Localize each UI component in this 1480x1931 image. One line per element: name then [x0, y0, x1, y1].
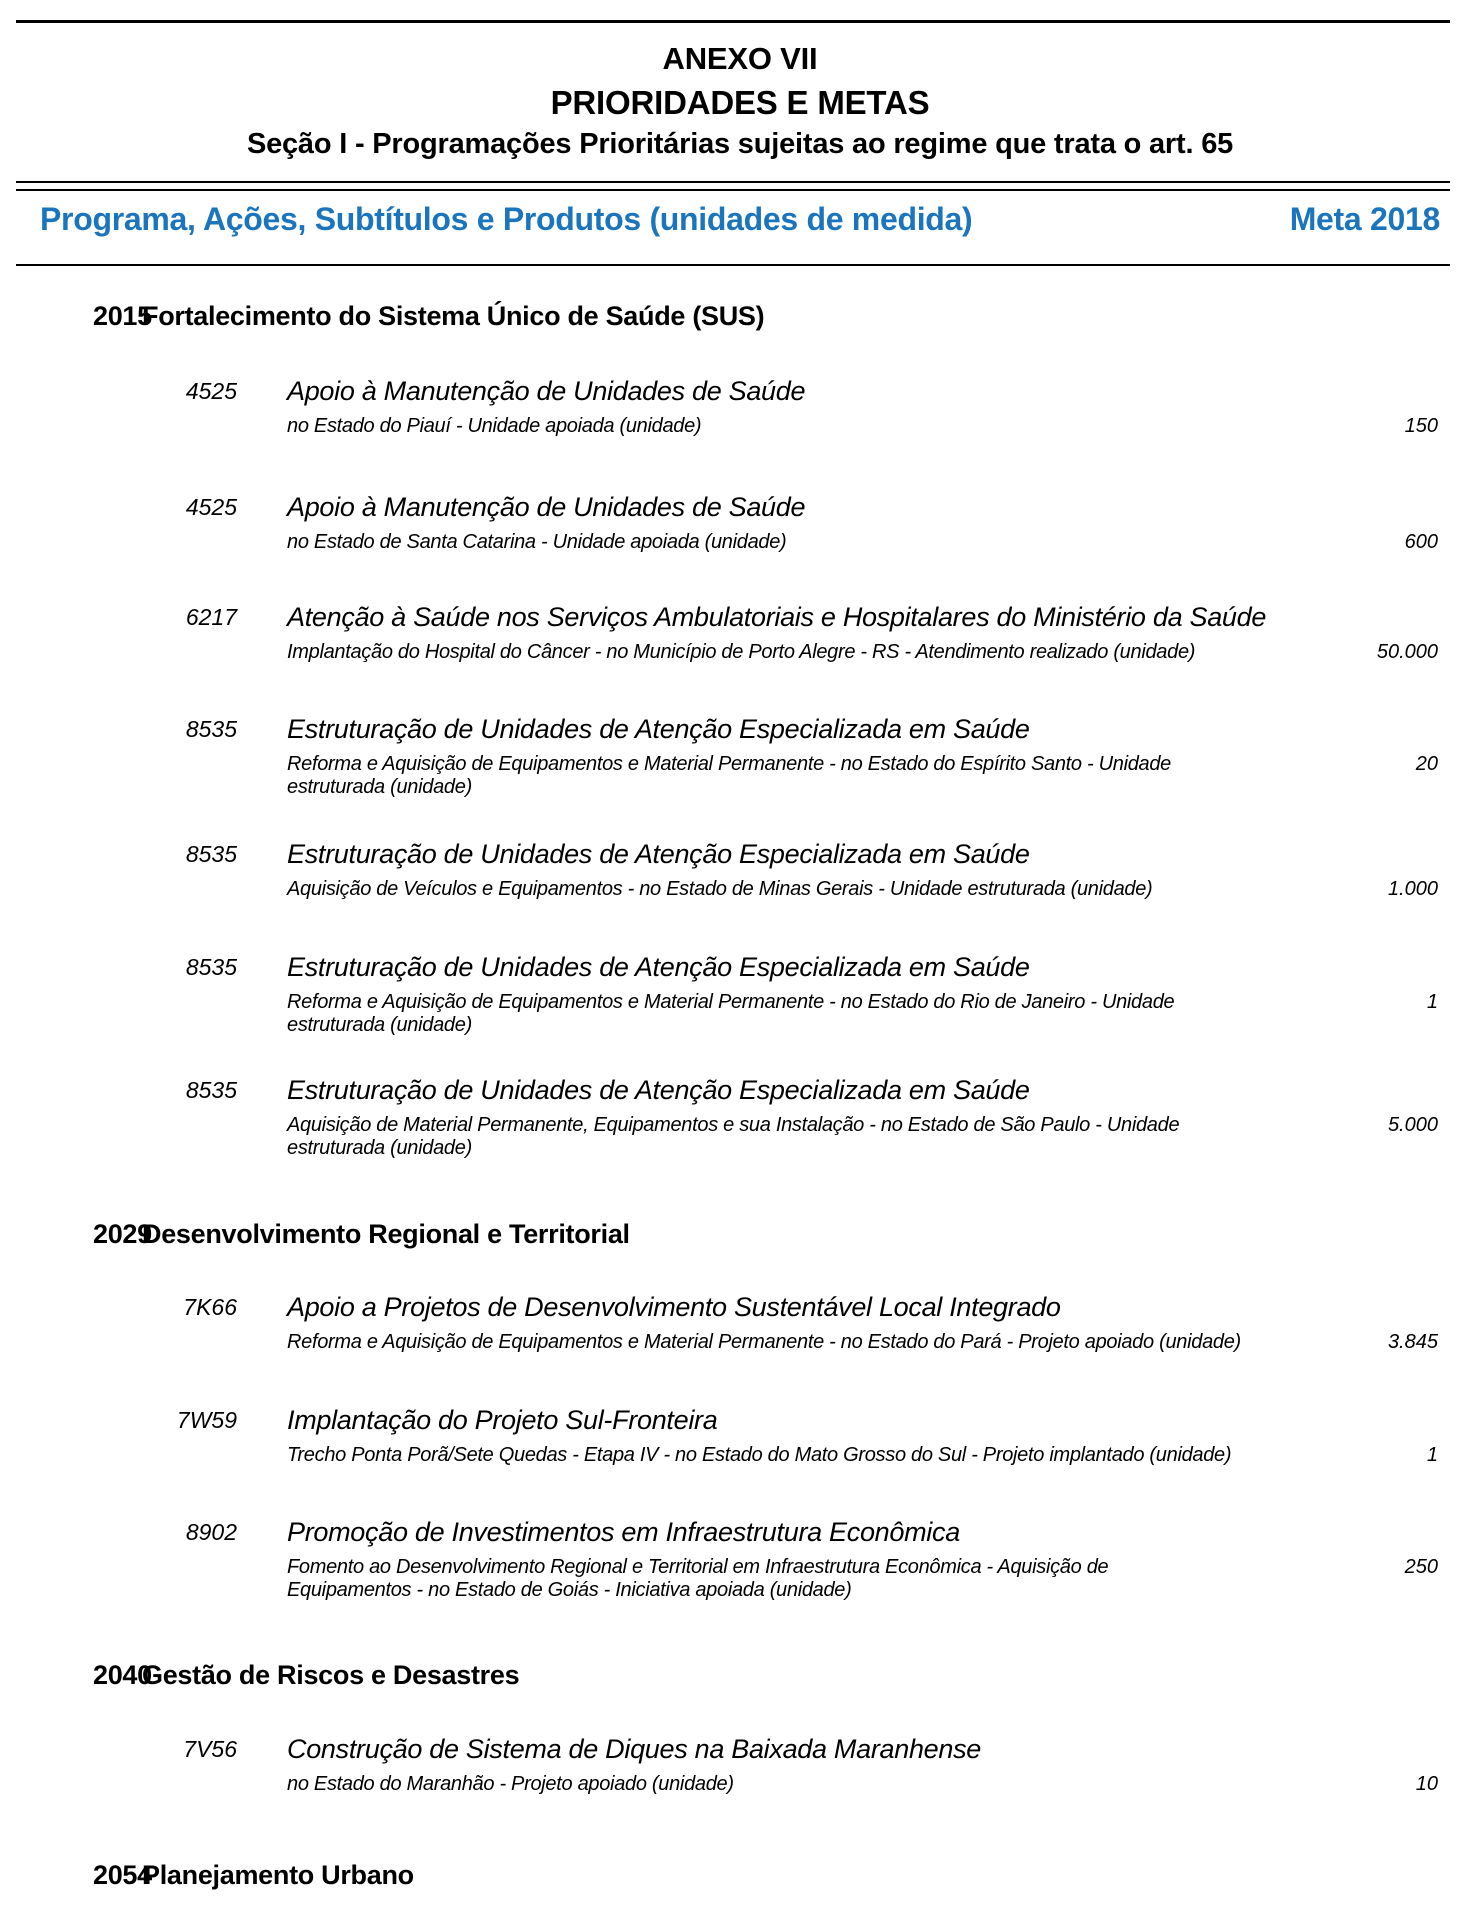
action-subtitle-line: estruturada (unidade)	[287, 1014, 472, 1036]
action-subtitle-line: Reforma e Aquisição de Equipamentos e Material Permanente - no Estado do Espírito Santo - Unidade	[287, 753, 1172, 775]
double-rule-top	[16, 181, 1450, 183]
page-title: ANEXO VII	[662, 41, 818, 76]
action-title: Apoio à Manutenção de Unidades de Saúde	[287, 376, 806, 406]
action-title: Estruturação de Unidades de Atenção Especializada em Saúde	[287, 952, 1030, 982]
action-row	[0, 1517, 1480, 1602]
action-row	[0, 602, 1480, 664]
action-subtitle-line: estruturada (unidade)	[287, 1137, 472, 1159]
action-row	[0, 1292, 1480, 1354]
action-subtitle	[287, 991, 1328, 1037]
action-code: 7V56	[183, 1736, 237, 1762]
action-title: Promoção de Investimentos em Infraestrutura Econômica	[287, 1517, 960, 1547]
action-title: Estruturação de Unidades de Atenção Especializada em Saúde	[287, 1075, 1030, 1105]
action-code: 8535	[185, 841, 237, 867]
action-code: 8535	[185, 716, 237, 742]
action-subtitle-line: estruturada (unidade)	[287, 776, 472, 798]
action-title: Estruturação de Unidades de Atenção Especializada em Saúde	[287, 839, 1030, 869]
action-subtitle	[287, 1114, 1328, 1160]
program-name: Desenvolvimento Regional e Territorial	[142, 1219, 630, 1249]
action-subtitle	[287, 878, 1328, 901]
action-row	[0, 1075, 1480, 1160]
program-code: 2054	[93, 1860, 152, 1890]
action-subtitle-line: Implantação do Hospital do Câncer - no Município de Porto Alegre - RS - Atendimento realizado (unidade)	[287, 641, 1196, 663]
action-subtitle-line: no Estado de Santa Catarina - Unidade apoiada (unidade)	[287, 531, 787, 553]
program-code: 2029	[93, 1219, 152, 1249]
column-header-meta: Meta 2018	[1289, 201, 1440, 237]
action-subtitle	[287, 641, 1328, 664]
action-subtitle-line: Fomento ao Desenvolvimento Regional e Territorial em Infraestrutura Econômica - Aquisição de	[287, 1556, 1109, 1578]
action-meta: 5.000	[1387, 1114, 1438, 1136]
action-subtitle-line: no Estado do Maranhão - Projeto apoiado (unidade)	[287, 1773, 734, 1795]
action-code: 8535	[185, 954, 237, 980]
program-row	[0, 301, 1480, 331]
action-title: Apoio à Manutenção de Unidades de Saúde	[287, 492, 806, 522]
action-subtitle-line: Reforma e Aquisição de Equipamentos e Material Permanente - no Estado do Pará - Projeto apoiado (unidade)	[287, 1331, 1241, 1353]
program-row	[0, 1219, 1480, 1249]
program-row	[0, 1660, 1480, 1690]
action-meta: 20	[1415, 753, 1438, 775]
double-rule-bottom	[16, 189, 1450, 191]
action-row	[0, 1405, 1480, 1467]
action-subtitle	[287, 531, 1328, 554]
action-row	[0, 376, 1480, 438]
action-meta: 250	[1404, 1556, 1438, 1578]
program-row	[0, 1860, 1480, 1890]
action-subtitle-line: no Estado do Piauí - Unidade apoiada (unidade)	[287, 415, 702, 437]
action-code: 6217	[185, 604, 237, 630]
action-code: 7K66	[183, 1294, 237, 1320]
table-header	[0, 201, 1480, 241]
action-row	[0, 1734, 1480, 1796]
action-meta: 10	[1415, 1773, 1438, 1795]
action-row	[0, 952, 1480, 1037]
action-code: 4525	[185, 494, 237, 520]
program-name: Fortalecimento do Sistema Único de Saúde (SUS)	[142, 301, 765, 331]
action-meta: 600	[1404, 531, 1438, 553]
action-subtitle-line: Aquisição de Veículos e Equipamentos - no Estado de Minas Gerais - Unidade estruturada (unidade)	[287, 878, 1153, 900]
action-title: Atenção à Saúde nos Serviços Ambulatoriais e Hospitalares do Ministério da Saúde	[287, 602, 1267, 632]
action-row	[0, 839, 1480, 901]
action-subtitle-line: Trecho Ponta Porã/Sete Quedas - Etapa IV - no Estado do Mato Grosso do Sul - Projeto implantado (unidade)	[287, 1444, 1232, 1466]
column-header-programs: Programa, Ações, Subtítulos e Produtos (unidades de medida)	[40, 201, 973, 237]
page-subtitle: PRIORIDADES E METAS	[550, 84, 930, 121]
header-rule	[16, 264, 1450, 266]
action-meta: 50.000	[1376, 641, 1438, 663]
action-code: 4525	[185, 378, 237, 404]
action-subtitle	[287, 753, 1328, 799]
action-subtitle	[287, 1331, 1328, 1354]
action-meta: 1	[1426, 1444, 1438, 1466]
action-title: Apoio a Projetos de Desenvolvimento Sustentável Local Integrado	[287, 1292, 1061, 1322]
action-subtitle	[287, 1773, 1328, 1796]
program-code: 2015	[93, 301, 152, 331]
action-subtitle-line: Aquisição de Material Permanente, Equipamentos e sua Instalação - no Estado de São Paulo - Unidade	[287, 1114, 1180, 1136]
action-title: Construção de Sistema de Diques na Baixada Maranhense	[287, 1734, 982, 1764]
action-code: 8535	[185, 1077, 237, 1103]
action-row	[0, 714, 1480, 799]
action-code: 8902	[185, 1519, 237, 1545]
action-subtitle	[287, 415, 1328, 438]
action-subtitle-line: Equipamentos - no Estado de Goiás - Iniciativa apoiada (unidade)	[287, 1579, 852, 1601]
action-row	[0, 492, 1480, 554]
action-title: Implantação do Projeto Sul-Fronteira	[287, 1405, 718, 1435]
top-rule	[16, 20, 1450, 23]
action-meta: 1	[1426, 991, 1438, 1013]
action-code: 7W59	[176, 1407, 237, 1433]
action-meta: 1.000	[1387, 878, 1438, 900]
action-title: Estruturação de Unidades de Atenção Especializada em Saúde	[287, 714, 1030, 744]
action-subtitle	[287, 1444, 1328, 1467]
action-subtitle-line: Reforma e Aquisição de Equipamentos e Material Permanente - no Estado do Rio de Janeiro - Unidade	[287, 991, 1175, 1013]
action-meta: 3.845	[1387, 1331, 1438, 1353]
program-name: Gestão de Riscos e Desastres	[142, 1660, 520, 1690]
action-subtitle	[287, 1556, 1328, 1602]
section-title: Seção I - Programações Prioritárias sujeitas ao regime que trata o art. 65	[246, 128, 1234, 160]
action-meta: 150	[1404, 415, 1438, 437]
program-name: Planejamento Urbano	[142, 1860, 414, 1890]
program-code: 2040	[93, 1660, 152, 1690]
